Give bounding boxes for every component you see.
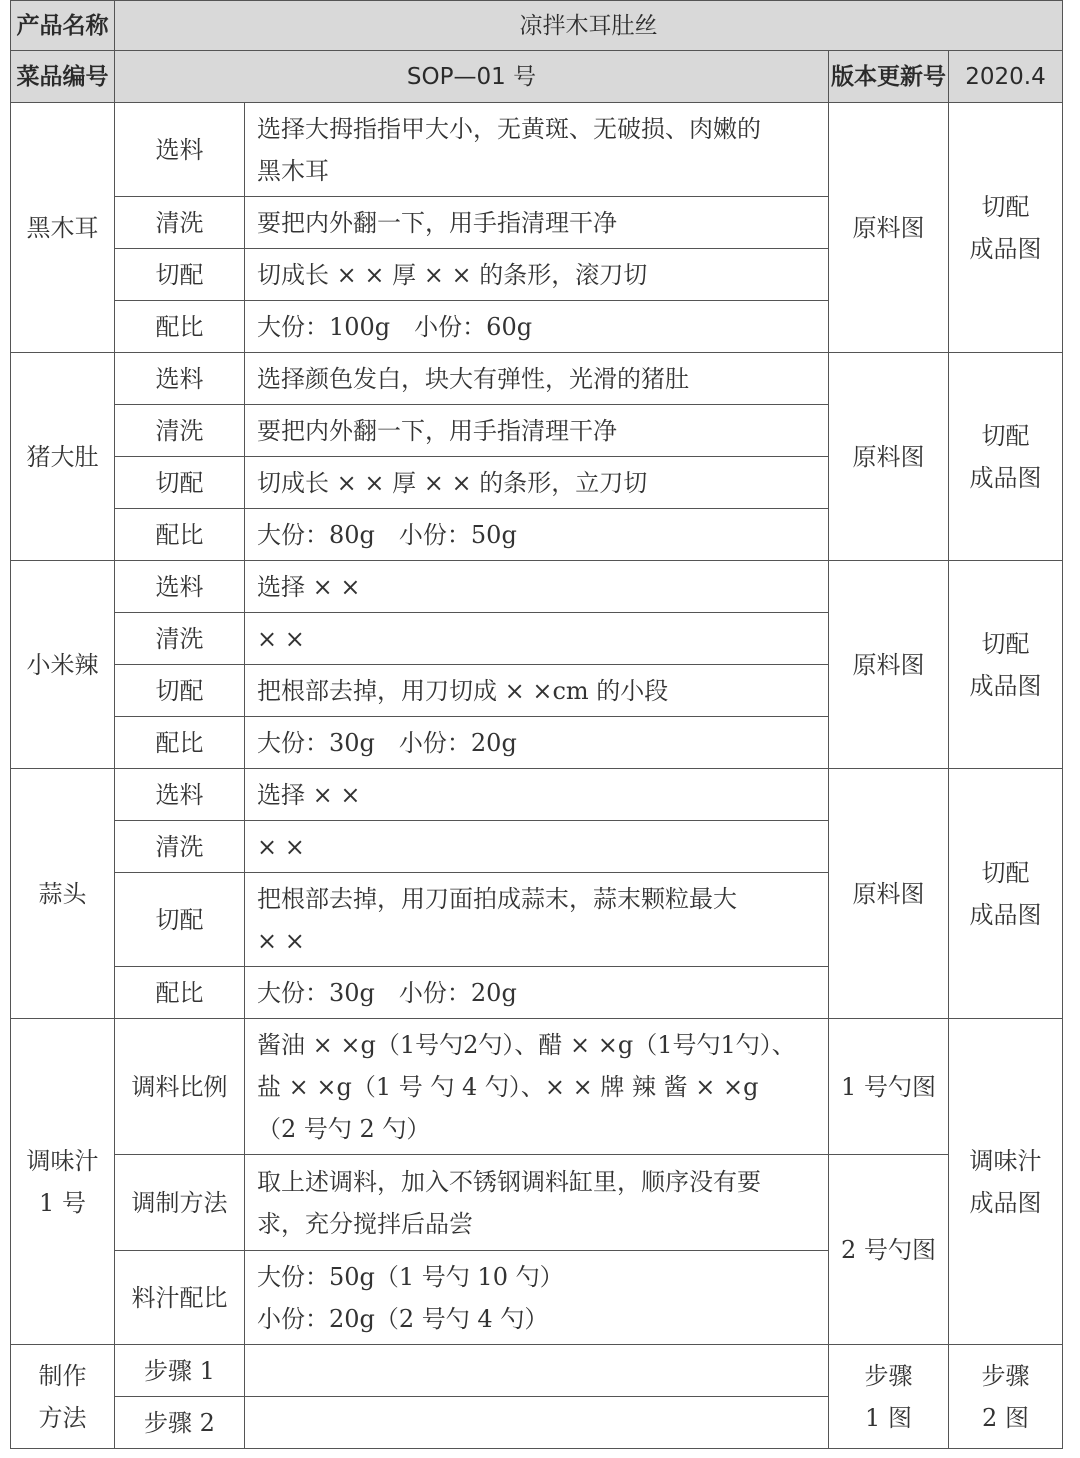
- cut-finished-image-line: 成品图: [969, 463, 1042, 492]
- ingredient-name: 黑木耳: [11, 103, 115, 353]
- sauce-finished-image-line: 成品图: [969, 1188, 1042, 1217]
- step-description: [245, 769, 829, 821]
- cut-finished-image-placeholder: [949, 353, 1063, 561]
- step-description-line: × ×: [257, 832, 305, 861]
- sauce-name: [11, 1019, 115, 1345]
- sauce-row-description-line: 大份：50g（1 号勺 10 勺）: [257, 1262, 564, 1291]
- step-label: 选料: [115, 769, 245, 821]
- spoon2-image-placeholder: 2 号勺图: [829, 1155, 949, 1345]
- step-description-line: 大份：100g 小份：60g: [257, 312, 533, 341]
- method-name-line: 方法: [38, 1403, 87, 1432]
- version-value: 2020.4: [949, 51, 1063, 103]
- step-description-line: 选择颜色发白，块大有弹性，光滑的猪肚: [257, 364, 689, 393]
- method-step-label: 步骤 2: [115, 1397, 245, 1449]
- step-label: 切配: [115, 665, 245, 717]
- step-description-line: 大份：80g 小份：50g: [257, 520, 517, 549]
- cut-finished-image-line: 切配: [981, 192, 1030, 221]
- sauce-row: [11, 1155, 1063, 1251]
- sauce-row-label: 调料比例: [115, 1019, 245, 1155]
- cut-finished-image-line: 切配: [981, 421, 1030, 450]
- step2-image-line: 步骤: [981, 1361, 1030, 1390]
- raw-material-image-placeholder: 原料图: [829, 561, 949, 769]
- product-name-label: 产品名称: [11, 1, 115, 51]
- step-label: 清洗: [115, 613, 245, 665]
- step-label: 配比: [115, 717, 245, 769]
- step-label: 选料: [115, 561, 245, 613]
- sauce-finished-image-line: 调味汁: [969, 1146, 1042, 1175]
- ingredient-step-row: [11, 353, 1063, 405]
- step-label: 配比: [115, 509, 245, 561]
- version-label: 版本更新号: [829, 51, 949, 103]
- sop-table: [10, 0, 1063, 1449]
- step-description: [245, 665, 829, 717]
- step-label: 选料: [115, 353, 245, 405]
- ingredient-step-row: [11, 103, 1063, 197]
- product-code-row: [11, 51, 1063, 103]
- step-description-line: × ×: [257, 926, 305, 955]
- step-description: [245, 509, 829, 561]
- step-label: 切配: [115, 249, 245, 301]
- step-description: [245, 301, 829, 353]
- cut-finished-image-placeholder: [949, 103, 1063, 353]
- step-description-line: × ×: [257, 624, 305, 653]
- sauce-row-description-line: （2 号勺 2 勺）: [257, 1114, 431, 1143]
- step-label: 配比: [115, 301, 245, 353]
- method-step-content: [245, 1397, 829, 1449]
- method-name-line: 制作: [38, 1361, 87, 1390]
- step-label: 清洗: [115, 197, 245, 249]
- sauce-row-description: [245, 1019, 829, 1155]
- step-label: 清洗: [115, 821, 245, 873]
- cut-finished-image-placeholder: [949, 769, 1063, 1019]
- sauce-row-description-line: 求，充分搅拌后品尝: [257, 1209, 473, 1238]
- ingredient-name: 小米辣: [11, 561, 115, 769]
- step1-image-line: 1 图: [865, 1403, 912, 1432]
- step-description: [245, 249, 829, 301]
- step-description: [245, 967, 829, 1019]
- method-step-content: [245, 1345, 829, 1397]
- cut-finished-image-placeholder: [949, 561, 1063, 769]
- sauce-row-description: [245, 1155, 829, 1251]
- raw-material-image-placeholder: 原料图: [829, 769, 949, 1019]
- ingredient-step-row: [11, 561, 1063, 613]
- step2-image-line: 2 图: [982, 1403, 1029, 1432]
- sauce-row-label: 调制方法: [115, 1155, 245, 1251]
- step1-image-placeholder: [829, 1345, 949, 1449]
- step-label: 选料: [115, 103, 245, 197]
- product-name-row: [11, 1, 1063, 51]
- spoon1-image-placeholder: 1 号勺图: [829, 1019, 949, 1155]
- step-description-line: 要把内外翻一下，用手指清理干净: [257, 208, 617, 237]
- step-label: 切配: [115, 873, 245, 967]
- sauce-row-description-line: 取上述调料，加入不锈钢调料缸里，顺序没有要: [257, 1167, 761, 1196]
- step-description: [245, 613, 829, 665]
- raw-material-image-placeholder: 原料图: [829, 103, 949, 353]
- step-description: [245, 457, 829, 509]
- cut-finished-image-line: 成品图: [969, 234, 1042, 263]
- step-description: [245, 561, 829, 613]
- method-name: [11, 1345, 115, 1449]
- step-description-line: 选择 × ×: [257, 572, 361, 601]
- sauce-row-label: 料汁配比: [115, 1251, 245, 1345]
- step-label: 清洗: [115, 405, 245, 457]
- step-label: 配比: [115, 967, 245, 1019]
- product-name-value: 凉拌木耳肚丝: [115, 1, 1063, 51]
- ingredient-name: 蒜头: [11, 769, 115, 1019]
- step2-image-placeholder: [949, 1345, 1063, 1449]
- step-label: 切配: [115, 457, 245, 509]
- step1-image-line: 步骤: [864, 1361, 913, 1390]
- ingredient-name: 猪大肚: [11, 353, 115, 561]
- sauce-name-line: 调味汁: [26, 1146, 99, 1175]
- product-code-value: SOP—01 号: [115, 51, 829, 103]
- method-step-label: 步骤 1: [115, 1345, 245, 1397]
- step-description-line: 大份：30g 小份：20g: [257, 728, 517, 757]
- raw-material-image-placeholder: 原料图: [829, 353, 949, 561]
- cut-finished-image-line: 成品图: [969, 671, 1042, 700]
- step-description: [245, 197, 829, 249]
- step-description: [245, 873, 829, 967]
- sauce-name-line: 1 号: [39, 1188, 86, 1217]
- cut-finished-image-line: 切配: [981, 629, 1030, 658]
- sauce-row-description-line: 小份：20g（2 号勺 4 勺）: [257, 1304, 549, 1333]
- step-description-line: 黑木耳: [257, 156, 329, 185]
- product-code-label: 菜品编号: [11, 51, 115, 103]
- cut-finished-image-line: 成品图: [969, 900, 1042, 929]
- sauce-row-description-line: 酱油 × ×g（1号勺2勺）、醋 × ×g（1号勺1勺）、: [257, 1030, 796, 1059]
- sauce-row: [11, 1019, 1063, 1155]
- step-description: [245, 353, 829, 405]
- step-description-line: 选择 × ×: [257, 780, 361, 809]
- sauce-row-description-line: 盐 × ×g（1 号 勺 4 勺）、× × 牌 辣 酱 × ×g: [257, 1072, 759, 1101]
- sauce-finished-image-placeholder: [949, 1019, 1063, 1345]
- step-description: [245, 405, 829, 457]
- cut-finished-image-line: 切配: [981, 858, 1030, 887]
- ingredient-step-row: [11, 769, 1063, 821]
- step-description-line: 切成长 × × 厚 × × 的条形，立刀切: [257, 468, 648, 497]
- step-description-line: 大份：30g 小份：20g: [257, 978, 517, 1007]
- step-description-line: 把根部去掉，用刀切成 × ×cm 的小段: [257, 676, 669, 705]
- step-description-line: 选择大拇指指甲大小，无黄斑、无破损、肉嫩的: [257, 114, 761, 143]
- step-description-line: 把根部去掉，用刀面拍成蒜末，蒜末颗粒最大: [257, 884, 737, 913]
- step-description-line: 要把内外翻一下，用手指清理干净: [257, 416, 617, 445]
- sauce-row-description: [245, 1251, 829, 1345]
- step-description-line: 切成长 × × 厚 × × 的条形，滚刀切: [257, 260, 648, 289]
- step-description: [245, 821, 829, 873]
- method-step-row: [11, 1345, 1063, 1397]
- step-description: [245, 103, 829, 197]
- step-description: [245, 717, 829, 769]
